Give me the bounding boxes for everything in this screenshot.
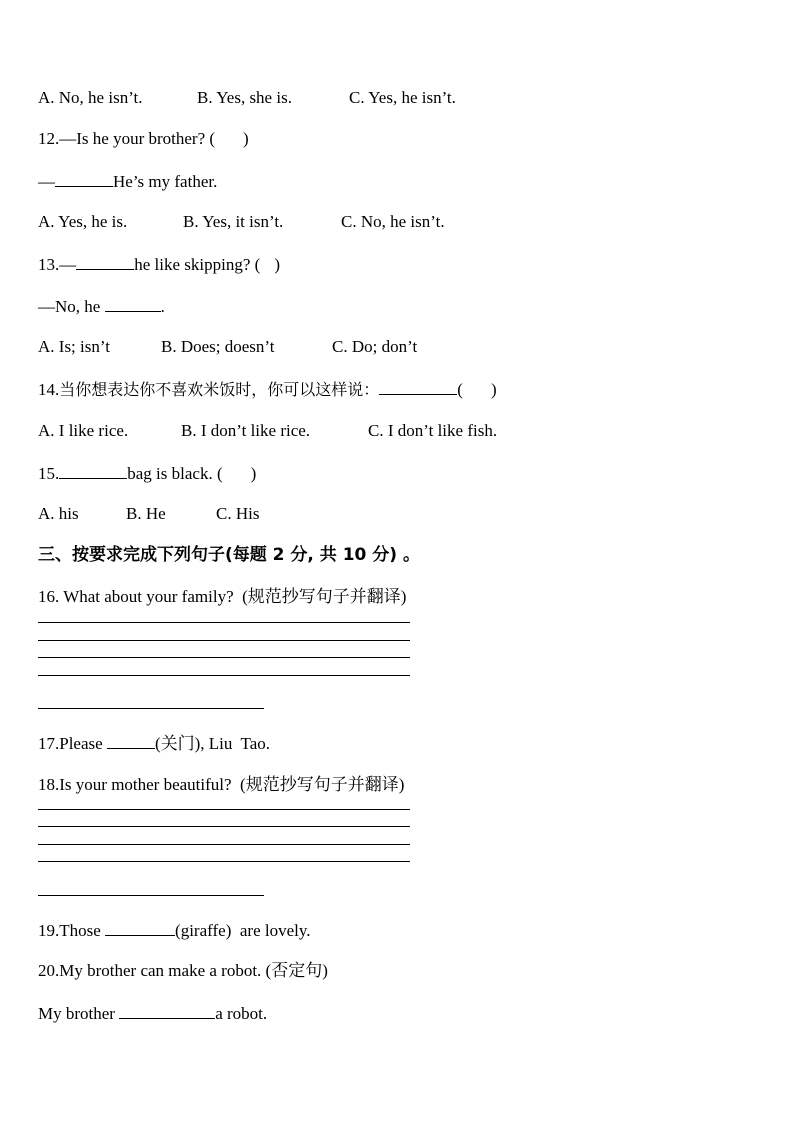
q12-option-b: B. Yes, it isn’t. — [183, 212, 284, 231]
q17-number: 17. — [38, 734, 60, 753]
q14-option-b: B. I don’t like rice. — [181, 421, 311, 440]
q14-question: 当你想表达你不喜欢米饭时，你可以这样说： — [59, 380, 380, 399]
q12-answer-line — [38, 171, 217, 192]
q15-option-c: C. His — [216, 504, 260, 523]
q13-option-b: B. Does; doesn’t — [161, 337, 275, 356]
q14-paren-close: ) — [490, 380, 497, 399]
q13-blank-1[interactable] — [76, 254, 134, 270]
q13-paren: ) — [274, 255, 280, 274]
q19-text-before: Those — [59, 921, 106, 940]
q13-option-a: A. Is; isn’t — [38, 337, 110, 356]
q16-writing-line-3[interactable] — [38, 657, 410, 658]
q20-answer-line — [38, 1003, 267, 1024]
q13-answer-text: —No, he — [38, 297, 101, 316]
q13-prompt — [38, 254, 280, 275]
q16-question: What about your family? (规范抄写句子并翻译) — [59, 587, 407, 606]
q14-option-c: C. I don’t like fish. — [368, 421, 498, 440]
q14-option-a: A. I like rice. — [38, 421, 129, 440]
q20-prompt — [38, 961, 328, 981]
q20-number: 20. — [38, 961, 60, 980]
q18-translation-line[interactable] — [38, 895, 264, 896]
q15-option-a: A. his — [38, 504, 79, 523]
q16-prompt — [38, 587, 406, 607]
q20-answer-after: a robot. — [215, 1004, 268, 1023]
q15-prompt — [38, 463, 256, 484]
q13-period: . — [160, 297, 165, 316]
q17-text-after: (关门), Liu Tao. — [154, 734, 271, 753]
q12-option-c: C. No, he isn’t. — [341, 212, 445, 231]
q13-blank-2[interactable] — [105, 296, 161, 312]
q13-option-c: C. Do; don’t — [332, 337, 418, 356]
q14-number: 14. — [38, 380, 60, 399]
q12-paren: ) — [243, 129, 249, 148]
q12-question: —Is he your brother? ( — [59, 129, 216, 148]
q18-prompt — [38, 775, 404, 795]
section-3-heading: 三、按要求完成下列句子(每题 2 分, 共 10 分) 。 — [38, 545, 420, 565]
q18-writing-line-2[interactable] — [38, 826, 410, 827]
q12-dash: — — [38, 172, 55, 191]
q16-writing-line-2[interactable] — [38, 640, 410, 641]
q16-number: 16. — [38, 587, 60, 606]
q18-number: 18. — [38, 775, 60, 794]
q12-blank[interactable] — [55, 171, 113, 187]
q19-text-after: (giraffe) are lovely. — [175, 921, 311, 940]
q17-blank[interactable] — [107, 733, 155, 749]
q14-paren-open: ( — [457, 380, 463, 399]
q18-writing-line-4[interactable] — [38, 861, 410, 862]
q16-writing-line-1[interactable] — [38, 622, 410, 623]
q15-option-b: B. He — [126, 504, 166, 523]
q13-question: he like skipping? ( — [134, 255, 261, 274]
q15-number: 15. — [38, 464, 60, 483]
q19-number: 19. — [38, 921, 60, 940]
q13-number: 13. — [38, 255, 60, 274]
q17-prompt — [38, 733, 270, 754]
q18-question: Is your mother beautiful? (规范抄写句子并翻译) — [59, 775, 405, 794]
q12-option-a: A. Yes, he is. — [38, 212, 128, 231]
q14-blank[interactable] — [379, 379, 457, 395]
q12-prompt — [38, 129, 249, 149]
q13-answer-line — [38, 296, 165, 317]
q20-question: My brother can make a robot. (否定句) — [59, 961, 328, 980]
q16-translation-line[interactable] — [38, 708, 264, 709]
q18-writing-line-1[interactable] — [38, 809, 410, 810]
q12-answer-text: He’s my father. — [113, 172, 218, 191]
q11-option-a: A. No, he isn’t. — [38, 88, 143, 107]
q15-question: bag is black. ( — [127, 464, 223, 483]
q15-paren: ) — [250, 464, 257, 483]
q20-blank[interactable] — [119, 1003, 215, 1019]
q16-writing-line-4[interactable] — [38, 675, 410, 676]
q20-answer-before: My brother — [38, 1004, 120, 1023]
q19-prompt — [38, 920, 311, 941]
q13-dash: — — [59, 255, 77, 274]
q15-blank[interactable] — [59, 463, 127, 479]
q11-option-c: C. Yes, he isn’t. — [349, 88, 456, 107]
q11-option-b: B. Yes, she is. — [197, 88, 292, 107]
q12-number: 12. — [38, 129, 60, 148]
q17-text-before: Please — [59, 734, 107, 753]
q19-blank[interactable] — [105, 920, 175, 936]
q14-prompt — [38, 379, 497, 400]
q18-writing-line-3[interactable] — [38, 844, 410, 845]
